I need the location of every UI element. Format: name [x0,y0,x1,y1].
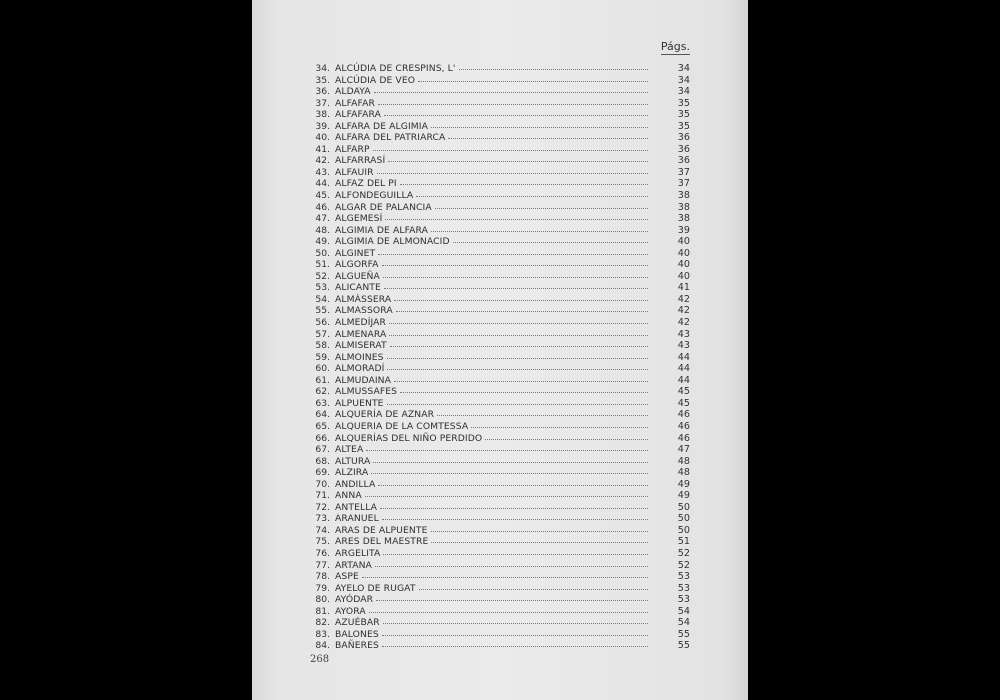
toc-entry [306,548,690,560]
entry-title: ALPUENTE [335,397,384,409]
dot-leader [437,414,648,416]
entry-page-number: 52 [677,559,690,571]
entry-number: 47. [315,213,330,225]
dot-leader [377,172,648,174]
toc-entry [306,75,690,87]
toc-entry [306,525,690,537]
entry-number: 59. [315,351,330,363]
entry-title: ALGUEÑA [335,270,380,282]
dot-leader [383,276,648,278]
dot-leader [419,588,648,590]
dot-leader [394,380,648,382]
toc-entry [306,167,690,179]
entry-number: 63. [315,397,330,409]
entry-title: ALMISERAT [335,340,387,352]
dot-leader [362,576,648,578]
toc-entry [306,236,690,248]
entry-title: ALFAZ DEL PI [335,178,397,190]
entry-title: ALCÚDIA DE CRESPINS, L' [335,63,456,74]
dot-leader [385,218,648,220]
entry-title: ALFAUIR [335,166,374,178]
toc-entry [306,86,690,98]
dot-leader [453,241,648,243]
toc-entry [306,444,690,456]
entry-page-number: 48 [677,467,690,479]
toc-entry [306,178,690,190]
entry-title: ALQUERÍAS DEL NIÑO PERDIDO [335,432,483,444]
entry-number: 75. [315,536,330,548]
entry-number: 34. [315,63,330,74]
entry-number: 50. [315,247,330,259]
entry-title: ARES DEL MAESTRE [335,536,429,548]
entry-page-number: 35 [677,109,690,121]
entry-page-number: 46 [677,420,690,432]
entry-number: 49. [315,236,330,248]
entry-page-number: 50 [677,501,690,513]
dot-leader [373,149,648,151]
entry-title: ALFARA DE ALGIMIA [335,120,428,132]
entry-page-number: 35 [677,120,690,132]
entry-number: 43. [315,166,330,178]
entry-page-number: 36 [677,155,690,167]
entry-page-number: 53 [677,571,690,583]
entry-title: ALFARRASÍ [335,155,386,167]
entry-title: AYORA [335,605,366,617]
dot-leader [382,264,648,266]
entry-page-number: 37 [677,178,690,190]
entry-number: 42. [315,155,330,167]
entry-title: ANDILLA [335,478,376,490]
toc-entry [306,606,690,618]
entry-title: ARTANA [335,559,372,571]
dot-leader [383,553,648,555]
entry-page-number: 34 [677,86,690,98]
table-of-contents [306,63,690,652]
pages-column-header: Págs. [660,40,690,53]
entry-number: 51. [315,259,330,271]
dot-leader [431,126,648,128]
entry-number: 40. [315,132,330,144]
entry-number: 73. [315,513,330,525]
entry-number: 78. [315,571,330,583]
dot-leader [382,634,648,636]
entry-title: ALMUSSAFES [335,386,398,398]
dot-leader [369,611,648,613]
dot-leader [388,160,648,162]
toc-entry [306,329,690,341]
dot-leader [365,495,648,497]
entry-page-number: 52 [677,547,690,559]
dot-leader [448,137,648,139]
entry-page-number: 40 [677,259,690,271]
toc-entry [306,629,690,641]
entry-number: 72. [315,501,330,513]
dot-leader [471,426,648,428]
entry-number: 35. [315,74,330,86]
dot-leader [431,541,648,543]
dot-leader [371,472,648,474]
entry-title: BAÑERES [335,640,379,652]
entry-title: ALICANTE [335,282,381,294]
entry-title: ALTEA [335,444,364,456]
entry-page-number: 34 [677,74,690,86]
entry-page-number: 54 [677,617,690,629]
entry-number: 77. [315,559,330,571]
entry-page-number: 37 [677,166,690,178]
toc-entry [306,225,690,237]
toc-entry [306,202,690,214]
toc-entry [306,398,690,410]
toc-entry [306,144,690,156]
entry-title: ALZIRA [335,467,369,479]
entry-page-number: 36 [677,132,690,144]
toc-entry [306,109,690,121]
dot-leader [400,183,648,185]
entry-title: ARANUEL [335,513,379,525]
entry-number: 56. [315,317,330,329]
entry-number: 46. [315,201,330,213]
entry-number: 76. [315,547,330,559]
entry-page-number: 34 [677,63,690,74]
dot-leader [416,195,648,197]
entry-page-number: 40 [677,247,690,259]
entry-number: 37. [315,97,330,109]
entry-number: 71. [315,490,330,502]
dot-leader [382,518,648,520]
entry-title: ANTELLA [335,501,378,513]
entry-number: 38. [315,109,330,121]
toc-entry [306,479,690,491]
entry-title: ALGINET [335,247,376,259]
dot-leader [387,403,648,405]
dot-leader [431,530,649,532]
dot-leader [390,345,648,347]
toc-entry [306,213,690,225]
dot-leader [378,253,648,255]
entry-page-number: 35 [677,97,690,109]
entry-title: ALMENARA [335,328,387,340]
toc-entry [306,433,690,445]
entry-title: ARAS DE ALPUENTE [335,524,428,536]
entry-page-number: 42 [677,317,690,329]
dot-leader [383,622,648,624]
entry-page-number: 44 [677,351,690,363]
dot-leader [400,391,648,393]
toc-entry [306,132,690,144]
entry-page-number: 45 [677,397,690,409]
toc-entry [306,340,690,352]
entry-number: 67. [315,444,330,456]
toc-entry [306,259,690,271]
entry-page-number: 42 [677,293,690,305]
dot-leader [375,565,648,567]
entry-page-number: 53 [677,582,690,594]
entry-title: ALMEDÍJAR [335,317,387,329]
entry-page-number: 36 [677,143,690,155]
entry-page-number: 38 [677,201,690,213]
entry-title: ALMUDAINA [335,374,392,386]
toc-entry [306,317,690,329]
dot-leader [378,103,648,105]
entry-number: 53. [315,282,330,294]
toc-entry [306,294,690,306]
entry-page-number: 39 [677,224,690,236]
entry-title: ALMOINES [335,351,384,363]
entry-page-number: 45 [677,386,690,398]
toc-entry [306,640,690,652]
toc-entry [306,490,690,502]
toc-entry [306,282,690,294]
dot-leader [384,287,648,289]
entry-title: ARGELITA [335,547,381,559]
entry-page-number: 50 [677,524,690,536]
entry-number: 45. [315,190,330,202]
dot-leader [389,334,648,336]
entry-title: ALMASSORA [335,305,393,317]
toc-entry [306,63,690,75]
toc-entry [306,594,690,606]
entry-title: ASPE [335,571,359,583]
entry-page-number: 40 [677,270,690,282]
entry-number: 81. [315,605,330,617]
entry-title: ALCÚDIA DE VEO [335,74,416,86]
entry-title: ALDAYA [335,86,371,98]
entry-title: BALONES [335,628,379,640]
toc-entry [306,513,690,525]
dot-leader [485,438,648,440]
toc-entry [306,409,690,421]
entry-number: 66. [315,432,330,444]
entry-number: 55. [315,305,330,317]
entry-number: 79. [315,582,330,594]
toc-entry [306,271,690,283]
entry-title: ALFARA DEL PATRIARCA [335,132,446,144]
toc-entry [306,121,690,133]
entry-title: ALFARP [335,143,370,155]
toc-entry [306,560,690,572]
entry-title: ALGIMIA DE ALMONACID [335,236,450,248]
toc-entry [306,617,690,629]
dot-leader [376,599,648,601]
entry-page-number: 43 [677,340,690,352]
entry-title: ALMÀSSERA [335,293,392,305]
entry-number: 80. [315,594,330,606]
entry-title: ALGORFA [335,259,379,271]
entry-number: 69. [315,467,330,479]
toc-entry [306,583,690,595]
toc-entry [306,386,690,398]
entry-number: 48. [315,224,330,236]
entry-title: AYELO DE RUGAT [335,582,416,594]
entry-page-number: 41 [677,282,690,294]
entry-number: 58. [315,340,330,352]
toc-entry [306,571,690,583]
book-page [252,0,748,700]
dot-leader [384,114,648,116]
entry-title: ALGIMIA DE ALFARA [335,224,428,236]
toc-entry [306,375,690,387]
toc-entry [306,190,690,202]
toc-entry [306,155,690,167]
entry-page-number: 43 [677,328,690,340]
entry-title: ALGAR DE PALANCIA [335,201,432,213]
toc-entry [306,536,690,548]
dot-leader [387,357,648,359]
toc-entry [306,363,690,375]
toc-entry [306,305,690,317]
dot-leader [378,484,648,486]
entry-page-number: 49 [677,478,690,490]
entry-number: 62. [315,386,330,398]
dot-leader [431,230,648,232]
entry-number: 64. [315,409,330,421]
entry-page-number: 44 [677,374,690,386]
toc-entry [306,352,690,364]
entry-title: AZUÉBAR [335,617,380,629]
entry-title: ALFAFAR [335,97,375,109]
entry-title: ALFONDEGUILLA [335,190,414,202]
dot-leader [396,310,648,312]
entry-page-number: 47 [677,444,690,456]
dot-leader [459,68,648,70]
entry-page-number: 55 [677,628,690,640]
entry-number: 52. [315,270,330,282]
entry-title: ALGEMESÍ [335,213,383,225]
toc-entry [306,467,690,479]
entry-page-number: 38 [677,190,690,202]
entry-page-number: 42 [677,305,690,317]
entry-title: ALFAFARA [335,109,381,121]
dot-leader [374,91,648,93]
entry-page-number: 38 [677,213,690,225]
entry-page-number: 55 [677,640,690,652]
entry-title: ANNA [335,490,362,502]
entry-page-number: 48 [677,455,690,467]
entry-page-number: 53 [677,594,690,606]
toc-entry [306,248,690,260]
entry-page-number: 46 [677,432,690,444]
toc-entry [306,421,690,433]
entry-number: 60. [315,363,330,375]
dot-leader [387,368,648,370]
dot-leader [382,645,648,647]
entry-number: 36. [315,86,330,98]
entry-page-number: 54 [677,605,690,617]
entry-number: 39. [315,120,330,132]
dot-leader [389,322,648,324]
entry-number: 82. [315,617,330,629]
entry-page-number: 40 [677,236,690,248]
page-number: 268 [310,654,330,665]
toc-entry [306,456,690,468]
entry-number: 70. [315,478,330,490]
entry-number: 65. [315,420,330,432]
toc-entry [306,502,690,514]
entry-number: 44. [315,178,330,190]
entry-number: 61. [315,374,330,386]
entry-number: 57. [315,328,330,340]
entry-page-number: 51 [677,536,690,548]
dot-leader [418,80,648,82]
entry-title: ALQUERÍA DE AZNAR [335,409,435,421]
dot-leader [380,507,648,509]
entry-number: 84. [315,640,330,652]
entry-number: 54. [315,293,330,305]
entry-number: 83. [315,628,330,640]
entry-title: ALMORADÍ [335,363,385,375]
toc-entry [306,98,690,110]
entry-title: ALTURA [335,455,371,467]
dot-leader [366,449,648,451]
entry-page-number: 46 [677,409,690,421]
dot-leader [394,299,648,301]
dot-leader [373,461,648,463]
entry-title: ALQUERIA DE LA COMTESSA [335,420,469,432]
entry-number: 41. [315,143,330,155]
entry-number: 74. [315,524,330,536]
entry-title: AYÓDAR [335,594,374,606]
dot-leader [435,207,648,209]
entry-number: 68. [315,455,330,467]
entry-page-number: 50 [677,513,690,525]
entry-page-number: 44 [677,363,690,375]
entry-page-number: 49 [677,490,690,502]
